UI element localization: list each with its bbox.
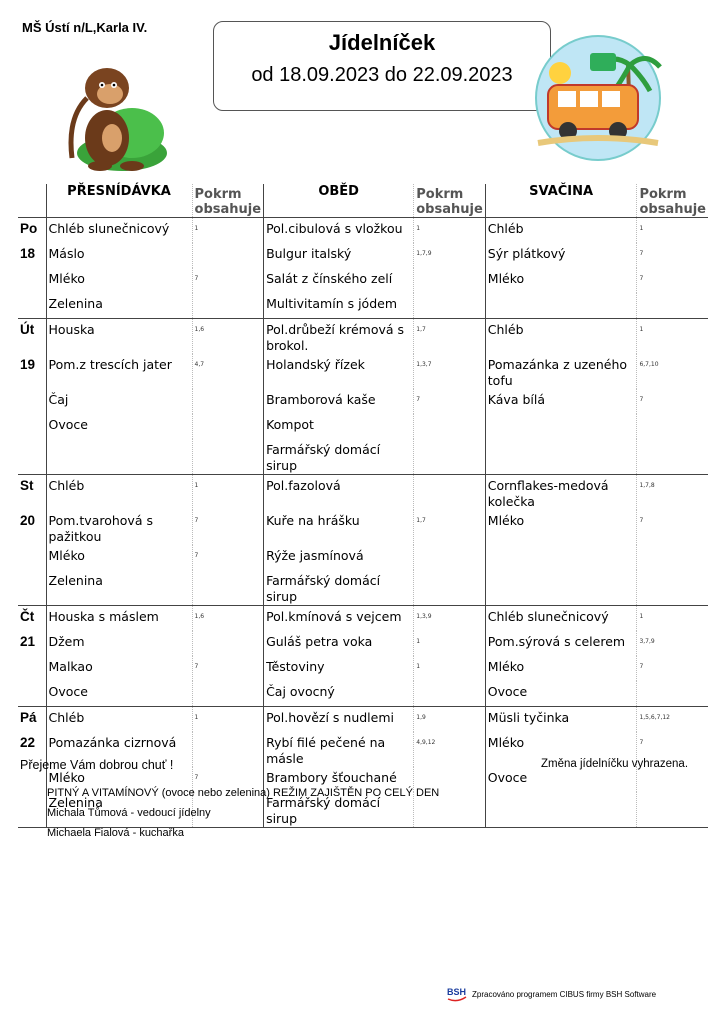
lunch-item: Rybí filé pečené na másle <box>266 735 386 766</box>
menu-row <box>18 354 708 389</box>
snack-allergens: 7 <box>637 389 708 414</box>
breakfast-item: Mléko <box>48 548 85 563</box>
day-label <box>18 414 46 439</box>
day-label <box>18 792 46 828</box>
breakfast-allergens <box>192 293 264 319</box>
lunch-allergens <box>414 439 486 475</box>
menu-row <box>18 545 708 570</box>
menu-row <box>18 268 708 293</box>
breakfast-allergens: 1,6 <box>192 319 264 355</box>
snack-item <box>485 570 637 606</box>
lunch-allergens: 1,3,9 <box>414 606 486 632</box>
breakfast-item: Mléko <box>48 770 85 785</box>
menu-row <box>18 570 708 606</box>
lunch-item: Farmářský domácí sirup <box>264 439 414 475</box>
lunch-allergens: 1,7 <box>414 510 486 545</box>
snack-header: SVAČINA <box>485 184 637 218</box>
breakfast-header: PŘESNÍDÁVKA <box>46 184 192 218</box>
breakfast-item: Ovoce <box>48 417 88 432</box>
snack-allergens: 7 <box>637 656 708 681</box>
breakfast-item: Máslo <box>48 246 85 261</box>
snack-allergens <box>637 439 708 475</box>
day-label: 20 <box>18 510 46 545</box>
cook-note: Michaela Fialová - kuchařka <box>47 827 184 839</box>
menu-row <box>18 681 708 707</box>
breakfast-item: Chléb slunečnicový <box>48 221 170 236</box>
lunch-allergens <box>414 414 486 439</box>
software-credit-text: Zpracováno programem CIBUS firmy BSH Software <box>472 989 657 999</box>
breakfast-item <box>46 439 192 475</box>
breakfast-allergens <box>192 389 264 414</box>
breakfast-item: Zelenina <box>46 293 192 319</box>
snack-allergens <box>637 545 708 570</box>
lunch-allergens <box>414 681 486 707</box>
snack-allergens <box>637 293 708 319</box>
breakfast-allergens <box>192 439 264 475</box>
day-label: 18 <box>18 243 46 268</box>
day-label <box>18 656 46 681</box>
menu-row <box>18 510 708 545</box>
day-label <box>18 545 46 570</box>
snack-item: Chléb slunečnicový <box>487 609 609 624</box>
snack-allergens: 7 <box>637 732 708 767</box>
breakfast-allergens <box>192 732 264 767</box>
day-header <box>18 184 46 218</box>
day-label: Po <box>18 218 46 244</box>
lunch-item: Guláš petra voka <box>266 634 373 649</box>
snack-item: Müsli tyčinka <box>487 710 570 725</box>
bus-illustration <box>528 33 668 163</box>
lunch-allergens: 1 <box>414 656 486 681</box>
page-title: Jídelníček <box>328 30 436 55</box>
lunch-item: Holandský řízek <box>266 357 365 372</box>
lunch-item: Multivitamín s jódem <box>264 293 414 319</box>
lunch-allergens <box>414 570 486 606</box>
snack-item <box>485 545 637 570</box>
menu-row <box>18 389 708 414</box>
menu-table <box>18 184 708 828</box>
bsh-logo-text: BSH <box>447 987 467 997</box>
manager-note: Michala Tůmová - vedoucí jídelny <box>47 807 211 819</box>
bsh-logo-icon <box>446 985 468 1003</box>
snack-item <box>485 293 637 319</box>
lunch-item: Farmářský domácí sirup <box>264 570 414 606</box>
snack-allergens: 6,7,10 <box>637 354 708 389</box>
menu-row <box>18 439 708 475</box>
lunch-allergens: 1,7,9 <box>414 243 486 268</box>
breakfast-item: Mléko <box>48 271 85 286</box>
breakfast-allergens: 7 <box>192 767 264 792</box>
lunch-allergens: 1,9 <box>414 707 486 733</box>
menu-row <box>18 656 708 681</box>
lunch-item: Těstoviny <box>266 659 325 674</box>
snack-allergens: 1 <box>637 319 708 355</box>
day-label: Út <box>18 319 46 355</box>
snack-item: Ovoce <box>485 681 637 707</box>
snack-item: Sýr plátkový <box>487 246 566 261</box>
lunch-item: Bramborová kaše <box>266 392 376 407</box>
lunch-allergens <box>414 545 486 570</box>
lunch-item: Kompot <box>266 417 314 432</box>
day-label <box>18 681 46 707</box>
breakfast-item: Houska s máslem <box>48 609 159 624</box>
snack-item: Mléko <box>487 271 525 286</box>
lunch-item: Brambory šťouchané <box>266 770 397 785</box>
lunch-item: Bulgur italský <box>266 246 352 261</box>
breakfast-allergens: 7 <box>192 545 264 570</box>
snack-allergens <box>637 414 708 439</box>
breakfast-allergens <box>192 414 264 439</box>
lunch-allergens: 1,3,7 <box>414 354 486 389</box>
day-label: 21 <box>18 631 46 656</box>
snack-allergens: 3,7,9 <box>637 631 708 656</box>
menu-row <box>18 707 708 733</box>
lunch-item: Pol.hovězí s nudlemi <box>266 710 394 725</box>
day-label: Čt <box>18 606 46 632</box>
lunch-item: Pol.drůbeží krémová s brokol. <box>266 322 405 353</box>
breakfast-item: Houska <box>48 322 95 337</box>
snack-allergens: 7 <box>637 510 708 545</box>
menu-row <box>18 293 708 319</box>
breakfast-item: Pomazánka cizrnová <box>48 735 177 750</box>
breakfast-allergens: 1 <box>192 218 264 244</box>
breakfast-item: Chléb <box>48 710 85 725</box>
lunch-allergens <box>414 293 486 319</box>
breakfast-allergens: 1 <box>192 475 264 511</box>
breakfast-item: Čaj <box>48 392 69 407</box>
day-label <box>18 293 46 319</box>
snack-item <box>485 792 637 828</box>
lunch-item: Rýže jasmínová <box>266 548 364 563</box>
lunch-item: Čaj ovocný <box>264 681 414 707</box>
school-name: MŠ Ústí n/L,Karla IV. <box>22 20 148 35</box>
day-label: 19 <box>18 354 46 389</box>
lunch-item: Pol.cibulová s vložkou <box>266 221 403 236</box>
breakfast-item: Džem <box>48 634 85 649</box>
snack-allergens: 7 <box>637 268 708 293</box>
lunch-item: Pol.fazolová <box>266 478 341 493</box>
snack-allergens <box>637 681 708 707</box>
snack-allergens: 1,5,6,7,12 <box>637 707 708 733</box>
allergen-header: Pokrm obsahuje <box>637 184 708 218</box>
breakfast-allergens: 1,6 <box>192 606 264 632</box>
day-label <box>18 570 46 606</box>
menu-row <box>18 243 708 268</box>
breakfast-item: Pom.tvarohová s pažitkou <box>48 513 153 544</box>
breakfast-item: Malkao <box>48 659 93 674</box>
breakfast-allergens <box>192 681 264 707</box>
day-label <box>18 439 46 475</box>
lunch-allergens: 1,7 <box>414 319 486 355</box>
allergen-header: Pokrm obsahuje <box>414 184 486 218</box>
menu-row <box>18 631 708 656</box>
snack-item: Pom.sýrová s celerem <box>487 634 626 649</box>
breakfast-item: Chléb <box>48 478 85 493</box>
menu-body <box>18 218 708 828</box>
snack-allergens <box>637 767 708 792</box>
lunch-item: Kuře na hrášku <box>266 513 360 528</box>
day-label: St <box>18 475 46 511</box>
breakfast-allergens <box>192 243 264 268</box>
breakfast-item: Zelenina <box>46 792 192 828</box>
snack-allergens: 7 <box>637 243 708 268</box>
drink-regime-note: PITNÝ A VITAMÍNOVÝ (ovoce nebo zelenina) REŽIM ZAJIŠTĚN PO CELÝ DEN <box>47 787 440 799</box>
snack-item: Pomazánka z uzeného tofu <box>487 357 628 388</box>
snack-item: Cornflakes-medová kolečka <box>487 478 609 509</box>
snack-allergens: 1 <box>637 606 708 632</box>
breakfast-allergens: 7 <box>192 510 264 545</box>
lunch-allergens <box>414 268 486 293</box>
software-credit <box>446 985 656 1003</box>
snack-item: Mléko <box>487 513 525 528</box>
snack-item: Mléko <box>487 659 525 674</box>
snack-item <box>485 439 637 475</box>
lunch-allergens: 7 <box>414 389 486 414</box>
breakfast-allergens <box>192 570 264 606</box>
lunch-item: Pol.kmínová s vejcem <box>266 609 402 624</box>
menu-row <box>18 606 708 632</box>
menu-row <box>18 414 708 439</box>
menu-period: od 18.09.2023 do 22.09.2023 <box>251 64 513 86</box>
snack-allergens: 1 <box>637 218 708 244</box>
snack-item: Ovoce <box>487 770 528 785</box>
breakfast-allergens: 7 <box>192 656 264 681</box>
breakfast-item: Ovoce <box>46 681 192 707</box>
reserved-text: Změna jídelníčku vyhrazena. <box>541 758 689 770</box>
wish-text: Přejeme Vám dobrou chuť ! <box>20 758 174 772</box>
breakfast-allergens: 1 <box>192 707 264 733</box>
snack-item <box>485 414 637 439</box>
menu-row <box>18 218 708 244</box>
lunch-header: OBĚD <box>264 184 414 218</box>
breakfast-allergens: 4,7 <box>192 354 264 389</box>
lunch-item: Farmářský domácí sirup <box>264 792 414 828</box>
monkey-illustration <box>62 58 167 174</box>
breakfast-item: Pom.z trescích jater <box>48 357 172 372</box>
day-label <box>18 389 46 414</box>
lunch-allergens: 1 <box>414 218 486 244</box>
lunch-item: Salát z čínského zelí <box>266 271 393 286</box>
snack-item: Chléb <box>487 221 524 236</box>
snack-allergens <box>637 792 708 828</box>
menu-row <box>18 319 708 355</box>
menu-row <box>18 475 708 511</box>
snack-item: Chléb <box>487 322 524 337</box>
snack-allergens <box>637 570 708 606</box>
title-box <box>213 21 551 111</box>
breakfast-item: Zelenina <box>46 570 192 606</box>
day-label: 22 <box>18 732 46 767</box>
snack-allergens: 1,7,8 <box>637 475 708 511</box>
day-label <box>18 268 46 293</box>
snack-item: Káva bílá <box>487 392 545 407</box>
menu-header-row <box>18 184 708 218</box>
lunch-allergens: 1 <box>414 631 486 656</box>
breakfast-allergens: 7 <box>192 268 264 293</box>
lunch-allergens <box>414 475 486 511</box>
day-label: Pá <box>18 707 46 733</box>
allergen-header: Pokrm obsahuje <box>192 184 264 218</box>
snack-item: Mléko <box>487 735 525 750</box>
breakfast-allergens <box>192 631 264 656</box>
lunch-allergens: 4,9,12 <box>414 732 486 767</box>
